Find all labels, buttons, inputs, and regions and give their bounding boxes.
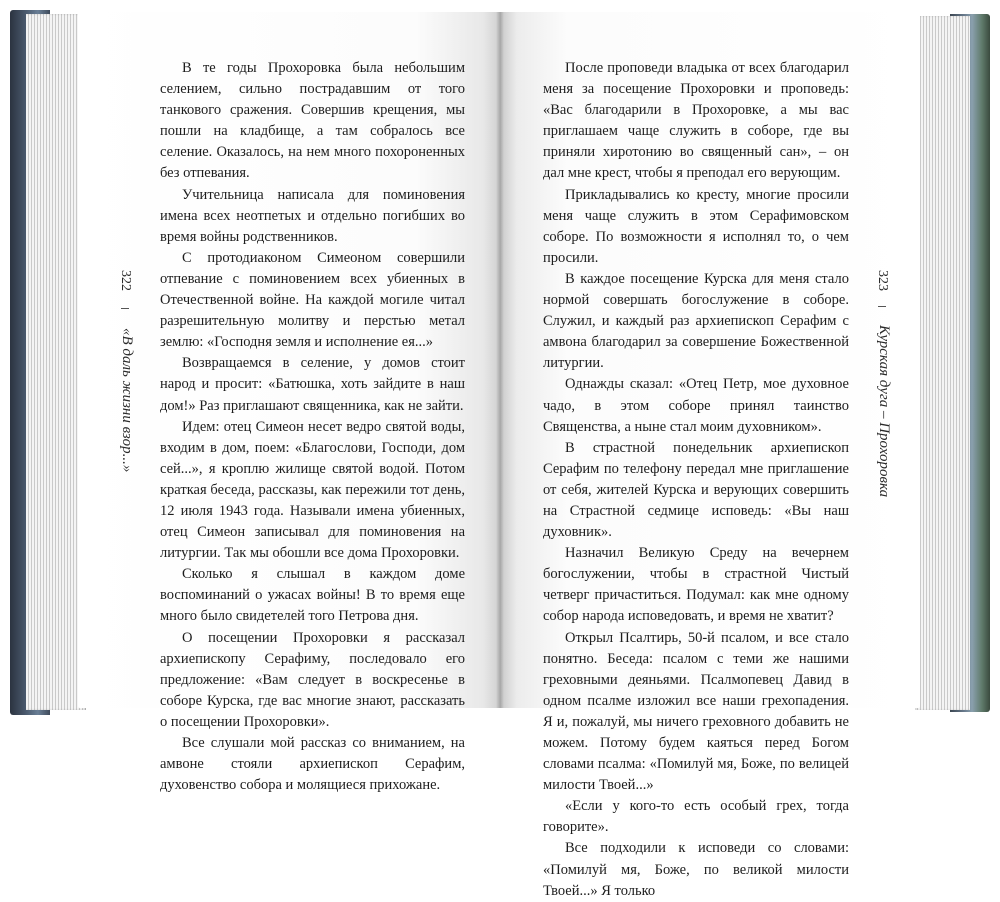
right-page-body (543, 58, 849, 902)
paragraph: Все слушали мой рассказ со вниманием, на амвоне стояли архиепископ Серафим, духовенство собора и молящиеся прихожане. (160, 735, 465, 794)
left-page-number: 322 (118, 270, 133, 291)
paragraph: «Если у кого-то есть особый грех, тогда говорите». (543, 798, 849, 836)
paragraph: В каждое посещение Курска для меня стало нормой совершать богослужение в соборе. Служил, и каждый раз архиепископ Серафим с амвона благодарил за совершение Божественной литургии. (543, 270, 849, 372)
right-running-head: Курская дуга – Прохоровка (876, 325, 892, 498)
paragraph: Учительница написала для поминовения имена всех неотпетых и отдельно погибших во время войны родственников. (160, 186, 465, 245)
paragraph: О посещении Прохоровки я рассказал архиепископу Серафиму, последовало его предложение: «Вам следует в воскресенье в соборе Курска, где вас многие знают, рассказать о посещении Прохоровки». (160, 629, 465, 730)
right-page-number: 323 (875, 270, 890, 291)
paragraph: С протодиаконом Симеоном совершили отпевание с поминовением всех убиенных в Отечественной войне. На каждой могиле читал разрешительную молитву и перстью метал землю: «Господня земля и исполнение ея...» (160, 249, 465, 351)
page-stack-left (26, 14, 86, 710)
book-gutter (496, 12, 504, 708)
paragraph: В страстной понедельник архиепископ Серафим по телефону передал мне приглашение от себя, жителей Курска и верующих совершить на Страстной седмице исповедь: «Вы наш духовник». (543, 439, 849, 541)
left-margin-header (113, 270, 137, 530)
paragraph: В те годы Прохоровка была небольшим селением, сильно пострадавшим от того танкового сражения. Совершив крещения, мы пошли на кладбище, а там собралось все селение. Оказалось, на нем много похороненных без отпевания. (160, 60, 465, 182)
left-running-head: «В даль жизни взор...» (119, 328, 135, 473)
page-stack-right (915, 16, 970, 710)
paragraph: Сколько я слышал в каждом доме воспоминаний о ужасах войны! В то время еще много было свидетелей того Петрова дня. (160, 566, 465, 625)
paragraph: Все подходили к исповеди со словами: «Помилуй мя, Боже, по великой милости Твоей...» Я только (543, 840, 849, 899)
right-margin-header (870, 270, 894, 590)
right-header-rule (878, 306, 886, 307)
paragraph: Прикладывались ко кресту, многие просили меня чаще служить в этом Серафимовском соборе. По возможности я исполнял то, о чем просили. (543, 186, 849, 266)
left-header-rule (121, 308, 129, 309)
left-page-body (160, 58, 465, 796)
paragraph: Назначил Великую Среду на вечернем богослужении, чтобы в страстной Чистый четверг причаститься. Подумал: как мне одному собор народа исповедовать, и время не хватит? (543, 545, 849, 625)
paragraph: Однажды сказал: «Отец Петр, мое духовное чадо, в этом соборе принял таинство Священства, а ныне стал моим духовником». (543, 376, 849, 435)
paragraph: Идем: отец Симеон несет ведро святой воды, входим в дом, поем: «Благослови, Господи, дом сей...», я кроплю жилище святой водой. Потом краткая беседа, рассказы, как пережили тот день, 12 июля 1943 года. Называли имена убиенных, отец Симеон записывал для поминовения на литургии. Так мы обошли все дома Прохоровки. (160, 418, 465, 562)
paragraph: Открыл Псалтирь, 50-й псалом, и все стало понятно. Беседа: псалом с теми же нашими греховными деяньями. Псалмопевец Давид в одном псалме изложил все наши грехопадения. Я и, пожалуй, мы ничего греховного добавить не можем. Потому будем каяться перед Богом словами псалма: «Помилуй мя, Боже, по велицей милости Твоей...» (543, 629, 849, 794)
paragraph: Возвращаемся в селение, у домов стоит народ и просит: «Батюшка, хоть зайдите в наш дом!» Раз приглашают священника, как не зайти. (160, 355, 465, 414)
paragraph: После проповеди владыка от всех благодарил меня за посещение Прохоровки и проповедь: «Вас благодарили в Прохоровке, а мы вас приглашаем чаще служить в соборе, где вы приняли хиротонию во священный сан», – он дал мне крест, чтобы я преподал его верующим. (543, 60, 849, 182)
